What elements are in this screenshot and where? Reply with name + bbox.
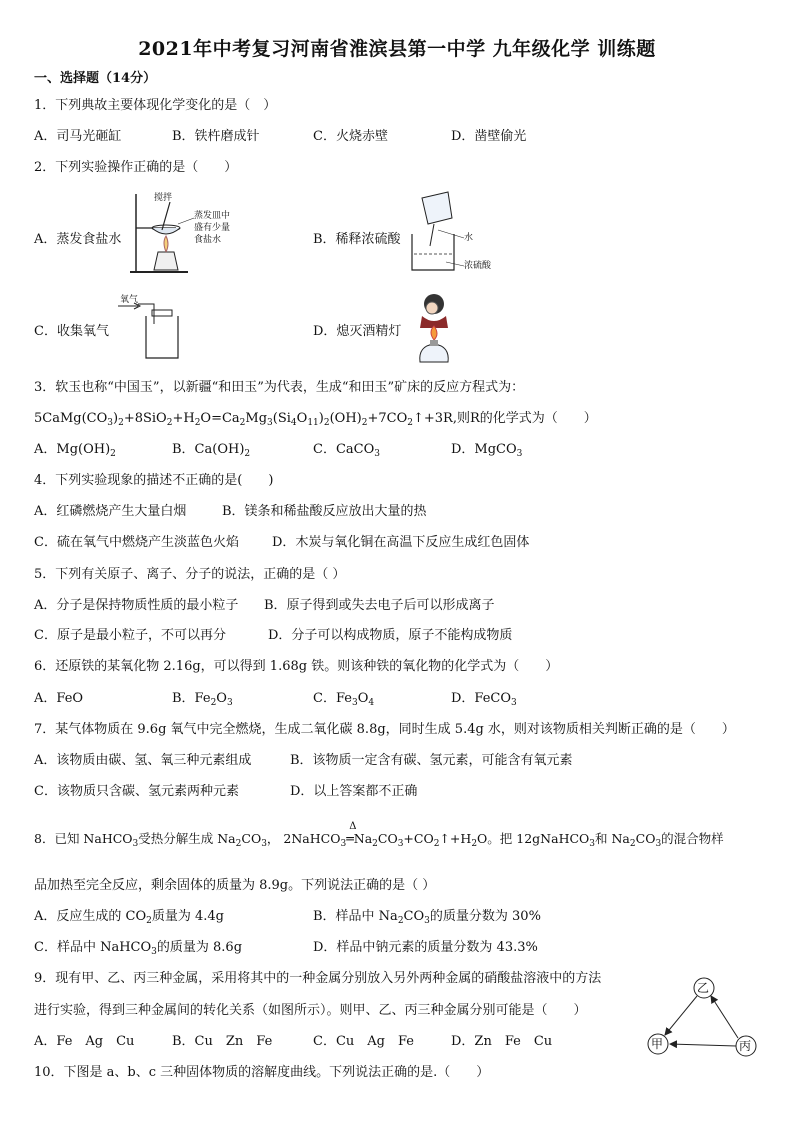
eq-text: Mg [245,411,268,426]
q7-option-a: A．该物质由碳、氢、氧三种元素组成 [34,753,252,768]
q5-option-b: B．原子得到或失去电子后可以形成离子 [264,598,495,613]
q5-option-a: A．分子是保持物质性质的最小粒子 [34,598,239,613]
fig-a-note-2: 盛有少量 [194,223,231,233]
q6-option-a: A．FeO [34,691,84,706]
question-8-stem-line1: 8．已知 NaHCO$_3$受热分解生成 $Na_2CO_3$， 2NaHCO$_3$ Δ $═Na_2CO_3+CO_2↑+H_2O$。把 12gNaHCO$_3$和 $Na_2CO_3$的混合物样 [34,821,724,849]
q7-option-c: C．该物质只含碳、氢元素两种元素 [34,784,239,799]
fig-b-water-label: 水 [464,233,474,243]
eq-sub: 11 [307,418,319,428]
section-heading: 一、选择题（14分） [34,71,157,86]
node-jia: 甲 [651,1037,664,1051]
fig-b-acid-label: 浓硫酸 [464,261,492,271]
q8-option-b: B．样品中 $Na_2CO_3$的质量分数为 30% [313,909,541,926]
question-7-stem: 7．某气体物质在 9.6g 氧气中完全燃烧，生成二氧化碳 8.8g，同时生成 5.4g 水，则对该物质相关判断正确的是（ ） [34,722,735,737]
node-bing: 丙 [739,1039,752,1053]
question-9-stem-line1: 9．现有甲、乙、丙三种金属，采用将其中的一种金属分别放入另外两种金属的硝酸盐溶液中的方法 [34,971,602,986]
eq-sub: 2 [239,418,246,428]
q8-option-d: D．样品中钠元素的质量分数为 43.3% [313,940,538,955]
q2-option-a: A．蒸发食盐水 [34,232,122,247]
q3-option-c: C．CaCO$_3$ [313,442,380,459]
eq-sub: 3 [267,418,273,428]
eq-sub: 4 [290,418,297,428]
q8-option-c: C．样品中 NaHCO$_3$的质量为 8.6g [34,940,243,957]
eq-text: ) [318,411,324,426]
fig-a-note-1: 蒸发皿中 [194,211,231,221]
q4-option-b: B．镁条和稀盐酸反应放出大量的热 [222,504,427,519]
evaporation-apparatus-figure [128,188,238,278]
q7-option-b: B．该物质一定含有碳、氢元素，可能含有氧元素 [290,753,573,768]
eq-sub: 2 [194,418,201,428]
q9-option-d: D．Zn Fe Cu [451,1034,553,1049]
question-2-stem: 2．下列实验操作正确的是（ ） [34,160,238,175]
question-3-equation: $5CaMg(CO_3)_2+8SiO_2+H_2O=Ca_2Mg_3(Si_4O_{11})_2(OH)_2+7CO_2↑+3R$,则R的化学式为（ ） [34,411,597,428]
question-9-stem-line2: 进行实验，得到三种金属间的转化关系（如图所示）。则甲、乙、丙三种金属分别可能是（ ） [34,1003,587,1018]
eq-text: (Si [272,411,291,426]
q2-option-d: D．熄灭酒精灯 [313,324,402,339]
fig-a-note-3: 食盐水 [194,235,222,245]
dilute-acid-figure [408,190,492,276]
q4-option-c: C．硫在氧气中燃烧产生淡蓝色火焰 [34,535,239,550]
eq-sub: 2 [407,418,413,428]
fig-c-gas-label: 氧气 [120,295,139,305]
q7-option-d: D．以上答案都不正确 [290,784,418,799]
eq-sub: 2 [118,418,124,428]
q1-option-a: A．司马光砸缸 [34,129,122,144]
question-8-stem-line2: 品加热至完全反应，剩余固体的质量为 8.9g。下列说法正确的是（ ） [34,878,436,893]
q1-option-b: B．铁杵磨成针 [172,129,260,144]
alcohol-lamp-figure [410,288,470,364]
eq-sub: 3 [107,418,114,428]
q2-option-b: B．稀释浓硫酸 [313,232,401,247]
q1-option-c: C．火烧赤壁 [313,129,388,144]
eq-text: (OH) [329,411,362,426]
q8-option-a: A．反应生成的 $CO_2$质量为 4.4g [34,909,225,926]
q5-option-c: C．原子是最小粒子，不可以再分 [34,628,226,643]
eq-text: +7CO [367,411,408,426]
question-5-stem: 5．下列有关原子、离子、分子的说法，正确的是（ ） [34,567,346,582]
metal-conversion-diagram [644,976,764,1060]
eq-text: ↑+3R,则R的化学式为（ ） [412,411,597,426]
q6-option-c: C．$Fe_3O_4$ [313,691,375,708]
q4-option-d: D．木炭与氧化铜在高温下反应生成红色固体 [272,535,530,550]
eq-text: +H [172,411,195,426]
eq-text: O=Ca [200,411,240,426]
question-6-stem: 6．还原铁的某氧化物 2.16g，可以得到 1.68g 铁。则该种铁的氧化物的化学式为（ ） [34,659,559,674]
eq-sub: 2 [323,418,330,428]
q6-option-d: D．FeCO$_3$ [451,691,517,708]
node-yi: 乙 [697,981,710,995]
q8-equation: 2NaHCO$_3$ Δ $═Na_2CO_3+CO_2↑+H_2O$ [283,821,488,849]
page-title: 2021年中考复习河南省淮滨县第一中学 九年级化学 训练题 [138,38,656,60]
question-4-stem: 4．下列实验现象的描述不正确的是( ) [34,473,274,488]
q3-option-b: B．$Ca(OH)_2$ [172,442,251,459]
q6-option-b: B．$Fe_2O_3$ [172,691,233,708]
q1-option-d: D．凿壁偷光 [451,129,527,144]
eq-sub: 2 [361,418,368,428]
q9-option-c: C．Cu Ag Fe [313,1034,414,1049]
fig-a-stir-label: 搅拌 [154,193,173,203]
q3-option-a: A．$Mg(OH)_2$ [34,442,116,459]
q5-option-d: D．分子可以构成物质，原子不能构成物质 [268,628,513,643]
q9-option-b: B．Cu Zn Fe [172,1034,273,1049]
q3-option-d: D．MgCO$_3$ [451,442,523,459]
question-3-stem: 3．软玉也称“中国玉”，以新疆“和田玉”为代表，生成“和田玉”矿床的反应方程式为： [34,380,525,395]
q9-option-a: A．Fe Ag Cu [34,1034,135,1049]
eq-text: O [296,411,308,426]
question-10-stem: 10．下图是 a、b、c 三种固体物质的溶解度曲线。下列说法正确的是.（ ） [34,1065,490,1080]
gas-collection-figure [116,294,196,362]
question-1-stem: 1．下列典故主要体现化学变化的是（ ） [34,98,277,113]
eq-text: +8SiO [123,411,167,426]
q4-option-a: A．红磷燃烧产生大量白烟 [34,504,187,519]
eq-sub: 2 [166,418,173,428]
eq-text: 5CaMg(CO [34,411,108,426]
q2-option-c: C．收集氧气 [34,324,109,339]
